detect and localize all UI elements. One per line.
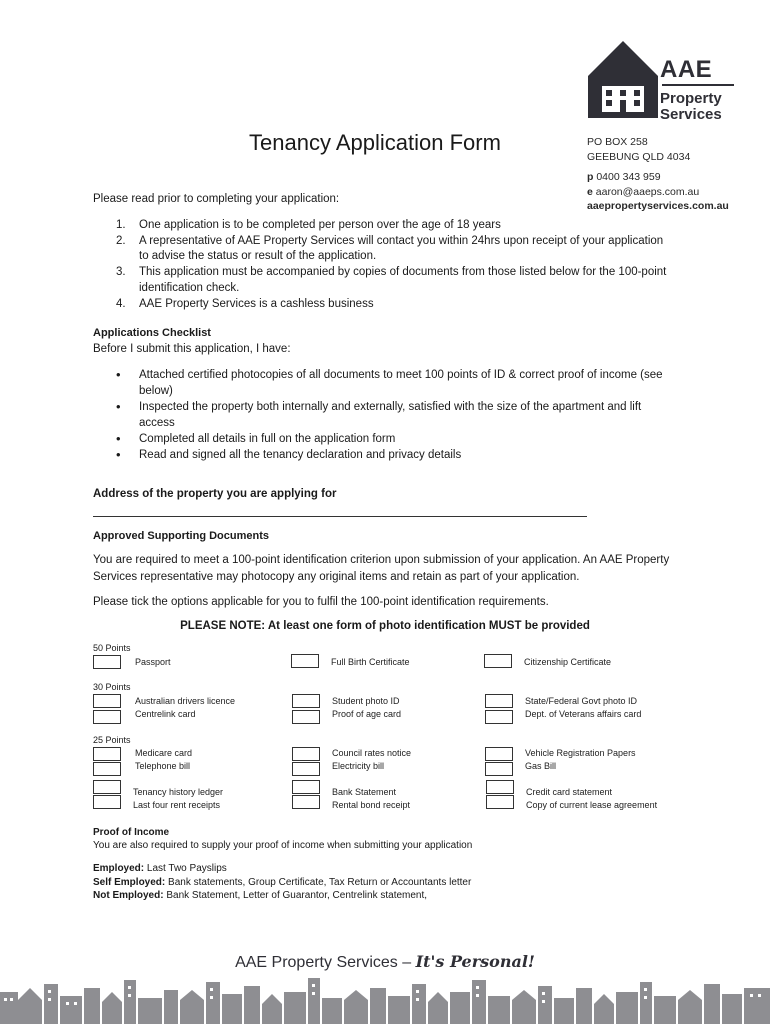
- citizenship-label: Citizenship Certificate: [524, 657, 612, 667]
- email-link[interactable]: aaron@aaeps.com.au: [595, 185, 700, 198]
- list-item: 3. This application must be accompanied by copies of documents from those listed below for the 100-point identification check.: [116, 266, 667, 294]
- list-item: 2. A representative of AAE Property Services will contact you within 24hrs upon receipt of your application to advise the status or result of the application.: [116, 234, 664, 263]
- citizenship-checkbox[interactable]: [484, 654, 512, 668]
- employed-line: Employed: Last Two Payslips: [93, 863, 227, 874]
- student-id-label: Student photo ID: [332, 696, 400, 706]
- checklist-subheading: Before I submit this application, I have:: [93, 343, 291, 355]
- medicare-checkbox[interactable]: [93, 747, 121, 761]
- logo-aae: AAE: [660, 56, 713, 83]
- telephone-bill-label: Telephone bill: [135, 761, 191, 771]
- proof-age-label: Proof of age card: [332, 709, 402, 719]
- not-employed-line: Not Employed: Bank Statement, Letter of Guarantor, Centrelink statement,: [93, 890, 428, 901]
- electricity-bill-label: Electricity bill: [332, 761, 385, 771]
- list-item: • Read and signed all the tenancy declaration and privacy details: [113, 447, 673, 463]
- income-heading: Proof of Income: [93, 827, 170, 838]
- website-link[interactable]: aaepropertyservices.com.au: [587, 200, 729, 212]
- list-item: • Completed all details in full on the application form: [113, 431, 673, 447]
- list-item: • Inspected the property both internally and externally, satisfied with the size of the apartment and lift access: [113, 399, 673, 431]
- logo-property: Property: [660, 90, 722, 107]
- gas-bill-label: Gas Bill: [525, 761, 557, 771]
- page-title: Tenancy Application Form: [249, 130, 501, 155]
- phone-line: p 0400 343 959: [587, 171, 661, 183]
- proof-age-checkbox[interactable]: [292, 710, 320, 724]
- address-heading: Address of the property you are applying for: [93, 488, 337, 500]
- list-item: 1. One application is to be completed per person over the age of 18 years: [116, 219, 501, 231]
- drivers-licence-label: Australian drivers licence: [135, 696, 236, 706]
- tenancy-ledger-label: Tenancy history ledger: [133, 787, 224, 797]
- lease-copy-label: Copy of current lease agreement: [526, 800, 658, 810]
- bank-statement-checkbox[interactable]: [292, 780, 320, 794]
- electricity-bill-checkbox[interactable]: [292, 762, 320, 776]
- rent-receipts-label: Last four rent receipts: [133, 800, 221, 810]
- po-box: PO BOX 258: [587, 136, 648, 148]
- credit-card-label: Credit card statement: [526, 787, 613, 797]
- address-input-line[interactable]: [93, 516, 587, 517]
- medicare-label: Medicare card: [135, 748, 193, 758]
- tenancy-ledger-checkbox[interactable]: [93, 780, 121, 794]
- suburb: GEEBUNG QLD 4034: [587, 150, 691, 163]
- contact-block: [587, 135, 729, 214]
- telephone-bill-checkbox[interactable]: [93, 762, 121, 776]
- vehicle-reg-checkbox[interactable]: [485, 747, 513, 761]
- credit-card-checkbox[interactable]: [486, 780, 514, 794]
- veterans-card-label: Dept. of Veterans affairs card: [525, 709, 642, 719]
- centrelink-card-label: Centrelink card: [135, 709, 196, 719]
- list-item: • Attached certified photocopies of all documents to meet 100 points of ID & correct proof of income (see below): [113, 367, 673, 399]
- docs-heading: Approved Supporting Documents: [93, 530, 269, 542]
- rent-receipts-checkbox[interactable]: [93, 795, 121, 809]
- birth-cert-label: Full Birth Certificate: [331, 657, 410, 667]
- group-30-points: 30 Points: [93, 682, 131, 692]
- tick-instruction: Please tick the options applicable for you to fulfil the 100-point identification requirements.: [93, 596, 549, 608]
- footer-tagline: AAE Property Services – It's Personal!: [235, 952, 535, 971]
- email-line: e aaron@aaeps.com.au: [587, 185, 700, 198]
- birth-cert-checkbox[interactable]: [291, 654, 319, 668]
- rental-bond-label: Rental bond receipt: [332, 800, 411, 810]
- phone: 0400 343 959: [596, 171, 661, 183]
- city-skyline-icon: [0, 970, 770, 1024]
- checklist-heading: Applications Checklist: [93, 327, 211, 339]
- vehicle-reg-label: Vehicle Registration Papers: [525, 748, 636, 758]
- council-rates-checkbox[interactable]: [292, 747, 320, 761]
- council-rates-label: Council rates notice: [332, 748, 412, 758]
- company-logo-text: [660, 58, 722, 122]
- checklist-list: [113, 367, 673, 463]
- passport-label: Passport: [135, 657, 171, 667]
- lease-copy-checkbox[interactable]: [486, 795, 514, 809]
- student-id-checkbox[interactable]: [292, 694, 320, 708]
- list-item: 4. AAE Property Services is a cashless business: [116, 297, 374, 310]
- footer-personal: It's Personal!: [415, 952, 535, 971]
- self-employed-line: Self Employed: Bank statements, Group Certificate, Tax Return or Accountants letter: [93, 877, 472, 888]
- logo-services: Services: [660, 106, 722, 123]
- drivers-licence-checkbox[interactable]: [93, 694, 121, 708]
- rules-list: [113, 218, 673, 312]
- photo-id-note: PLEASE NOTE: At least one form of photo identification MUST be provided: [180, 620, 590, 632]
- centrelink-card-checkbox[interactable]: [93, 710, 121, 724]
- docs-requirement: You are required to meet a 100-point identification criterion upon submission of your application. An AAE Property Services representative may photocopy any original items and retain as part of your application.: [93, 554, 670, 583]
- income-subheading: You are also required to supply your proof of income when submitting your application: [93, 840, 473, 851]
- passport-checkbox[interactable]: [93, 655, 121, 669]
- rental-bond-checkbox[interactable]: [292, 795, 320, 809]
- govt-photo-id-checkbox[interactable]: [485, 694, 513, 708]
- group-25-points: 25 Points: [93, 735, 131, 745]
- intro-text: Please read prior to completing your application:: [93, 193, 340, 205]
- group-50-points: 50 Points: [93, 643, 131, 653]
- bank-statement-label: Bank Statement: [332, 787, 397, 797]
- veterans-card-checkbox[interactable]: [485, 710, 513, 724]
- gas-bill-checkbox[interactable]: [485, 762, 513, 776]
- govt-photo-id-label: State/Federal Govt photo ID: [525, 696, 638, 706]
